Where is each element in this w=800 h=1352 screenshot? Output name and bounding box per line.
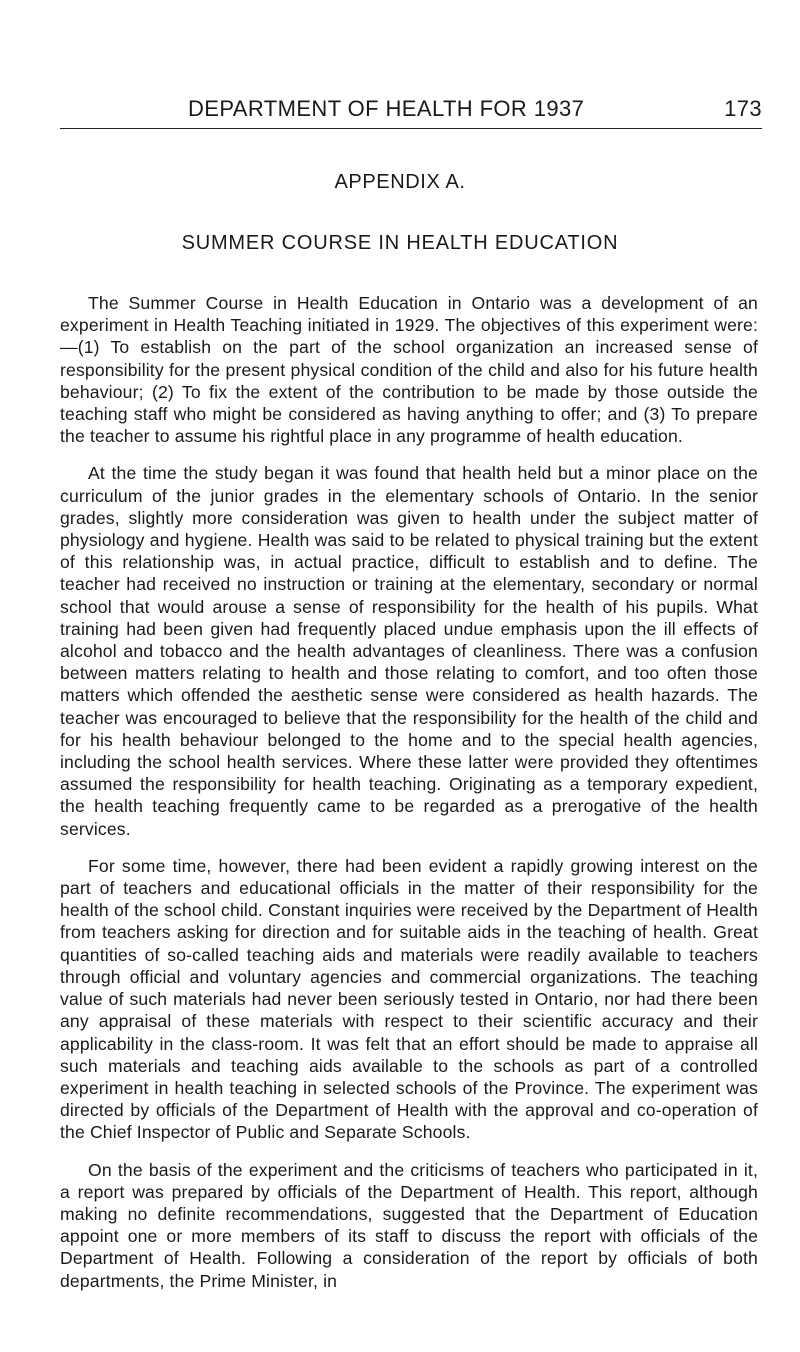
paragraph: On the basis of the experiment and the criticisms of teachers who participated in it, a report was prepared by officials of the Department of Health. This report, although making no definite recommendations, suggested that the Department of Education appoint one or more members of its staff to discuss the report with officials of the Department of Health. Following a consideration of the report by officials of both departments, the Prime Minister, in [60, 1159, 758, 1291]
section-heading: SUMMER COURSE IN HEALTH EDUCATION [181, 232, 619, 254]
page-number: 173 [724, 96, 762, 121]
paragraph: The Summer Course in Health Education in Ontario was a development of an experiment in Health Teaching initiated in 1929. The objectives of this experiment were:—(1) To establish on the part of the school organization an increased sense of responsibility for the present physical condition of the child and also for his future health behaviour; (2) To fix the extent of the contribution to be made by those outside the teaching staff who might be considered as having anything to offer; and (3) To prepare the teacher to assume his rightful place in any programme of health education. [60, 293, 758, 447]
paragraph: At the time the study began it was found that health held but a minor place on the curriculum of the junior grades in the elementary schools of Ontario. In the senior grades, slightly more consideration was given to health under the subject matter of physiology and hygiene. Health was said to be related to physical training but the extent of this relationship was, in actual practice, difficult to establish and to define. The teacher had received no instruction or training at the elementary, secondary or normal school that would arouse a sense of responsibility for the health of his pupils. What training had been given had frequently placed undue emphasis upon the ill effects of alcohol and tobacco and the health advantages of cleanliness. There was a confusion between matters relating to health and those relating to comfort, and too often those matters which offended the aesthetic sense were considered as health hazards. The teacher was encouraged to believe that the responsibility for the health of the child and for his health behaviour belonged to the home and to the special health agencies, including the school health services. Where these latter were provided they oftentimes assumed the responsibility for health teaching. Originating as a temporary expedient, the health teaching frequently came to be regarded as a prerogative of the health services. [60, 463, 758, 839]
paragraph: For some time, however, there had been evident a rapidly growing interest on the part of teachers and educational officials in the matter of their responsibility for the health of the school child. Constant inquiries were received by the Department of Health from teachers asking for direction and for suitable aids in the teaching of health. Great quantities of so-called teaching aids and materials were readily available to teachers through official and voluntary agencies and commercial organizations. The teaching value of such materials had never been seriously tested in Ontario, nor had there been any appraisal of these materials with respect to their scientific accuracy and their applicability in the class-room. It was felt that an effort should be made to appraise all such materials and teaching aids available to the schools as part of a controlled experiment in health teaching in selected schools of the Province. The experiment was directed by officials of the Department of Health with the approval and co-operation of the Chief Inspector of Public and Separate Schools. [60, 855, 758, 1143]
appendix-label: APPENDIX A. [334, 171, 466, 193]
running-header [60, 96, 762, 128]
body-text [60, 292, 758, 1307]
header-title: DEPARTMENT OF HEALTH FOR 1937 [188, 96, 585, 121]
header-rule [60, 128, 762, 129]
